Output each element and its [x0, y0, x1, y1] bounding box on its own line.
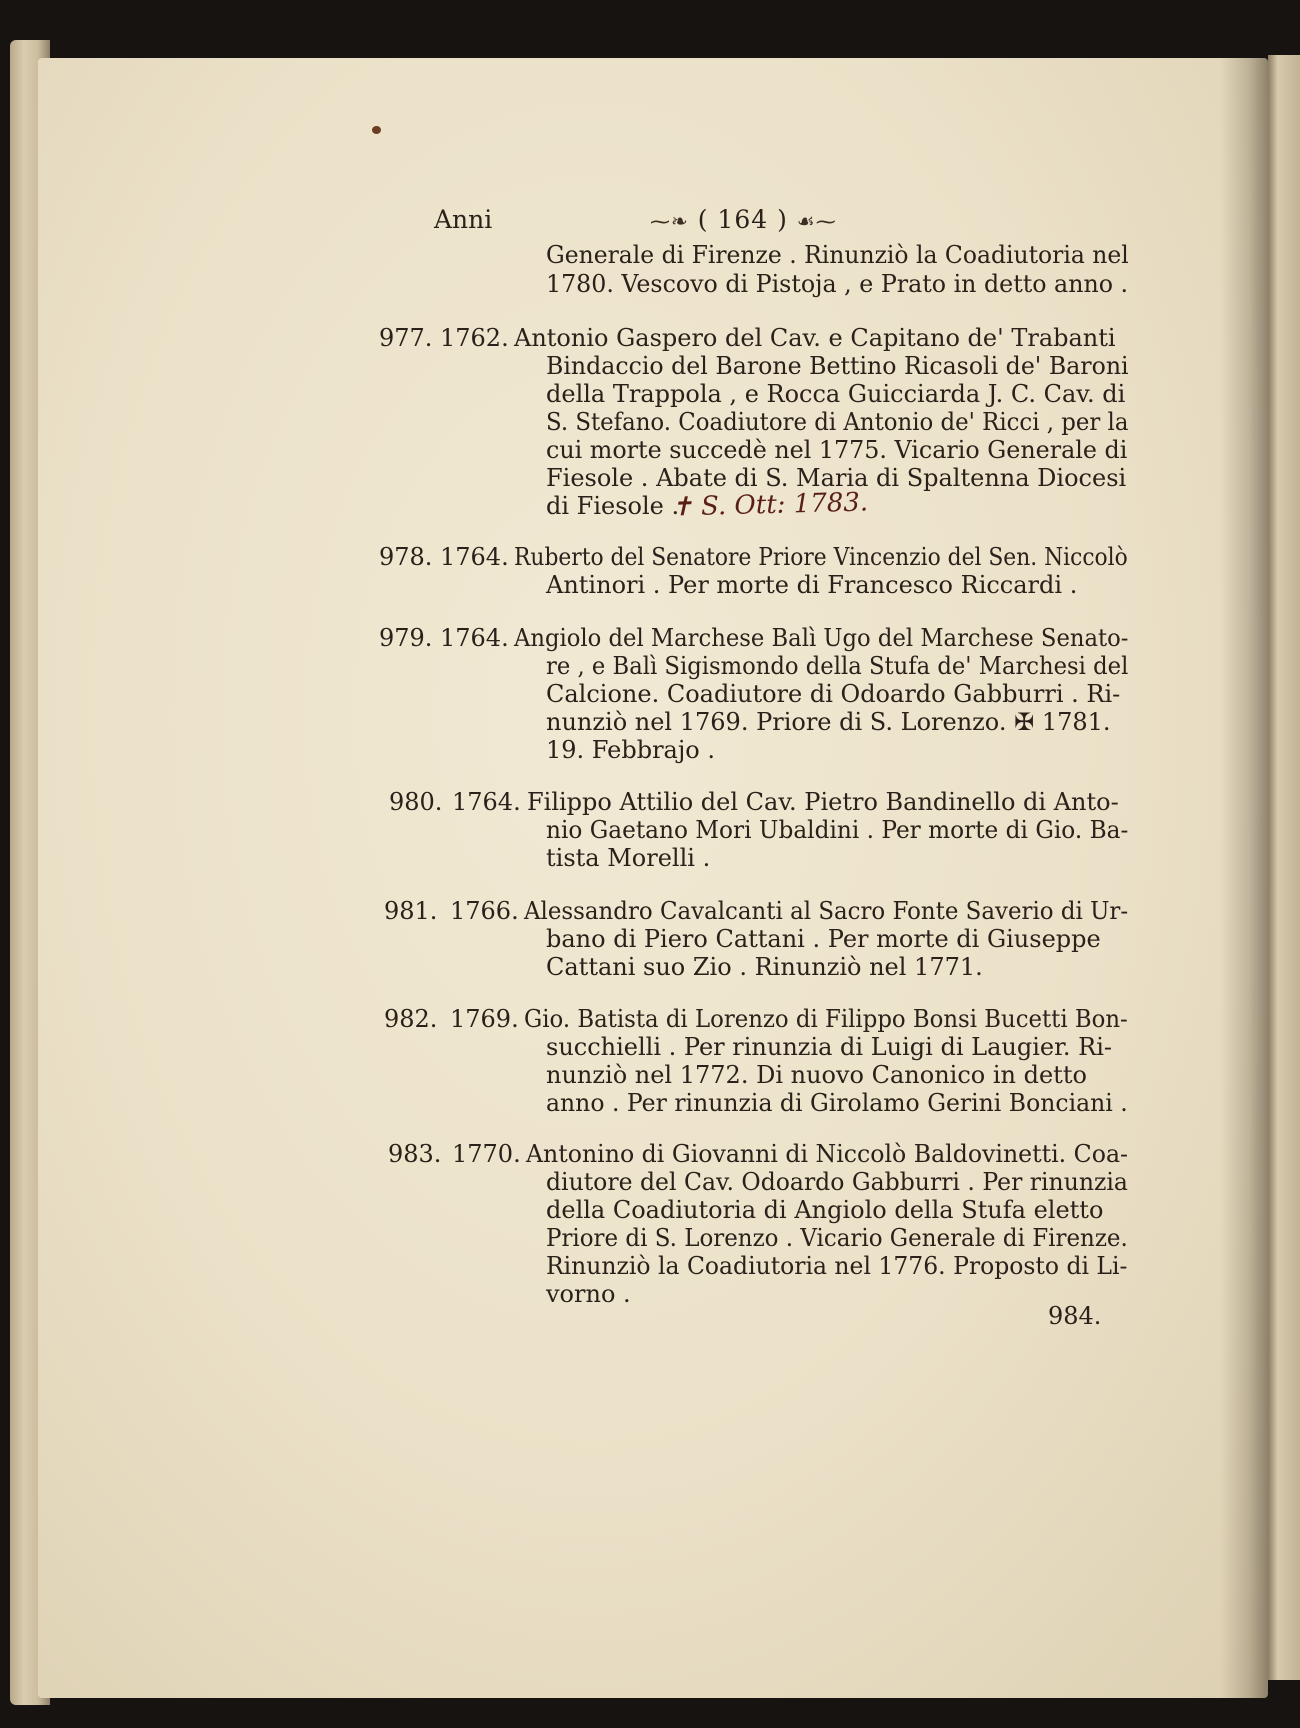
entry-year: 1762.	[440, 324, 509, 352]
entry-number: 978.	[379, 543, 433, 571]
entry-number: 980.	[389, 788, 443, 816]
entry-number: 983.	[388, 1140, 442, 1168]
entry-line: Antinori . Per morte di Francesco Riccardi .	[546, 571, 1078, 599]
entry-line: nunziò nel 1772. Di nuovo Canonico in detto	[546, 1061, 1087, 1089]
entry-number: 981.	[384, 897, 438, 925]
entry-line: diutore del Cav. Odoardo Gabburri . Per rinunzia	[546, 1168, 1128, 1196]
entry-line: Gio. Batista di Lorenzo di Filippo Bonsi Bucetti Bon-	[524, 1005, 1128, 1033]
entry-line: di Fiesole .	[546, 492, 680, 520]
continuation-line: 1780. Vescovo di Pistoja , e Prato in detto anno .	[546, 270, 1129, 298]
entry-line: Calcione. Coadiutore di Odoardo Gabburri . Ri-	[546, 680, 1121, 708]
column-label: Anni	[434, 205, 493, 234]
entry-line: nunziò nel 1769. Priore di S. Lorenzo. ✠ 1781.	[546, 708, 1111, 736]
entry-year: 1770.	[452, 1140, 521, 1168]
entry-line: Ruberto del Senatore Priore Vincenzio del Sen. Niccolò	[514, 543, 1128, 571]
entry-line: Cattani suo Zio . Rinunziò nel 1771.	[546, 953, 983, 981]
entry-year: 1764.	[440, 543, 509, 571]
entry-number: 979.	[379, 624, 433, 652]
handwritten-annotation: ✝ S. Ott: 1783.	[670, 487, 869, 523]
entry-line: Filippo Attilio del Cav. Pietro Bandinello di Anto-	[527, 788, 1119, 816]
catchword: 984.	[1048, 1302, 1102, 1330]
entry-line: Antonio Gaspero del Cav. e Capitano de' Trabanti	[514, 324, 1116, 352]
entry-line: Antonino di Giovanni di Niccolò Baldovinetti. Coa-	[526, 1140, 1129, 1168]
entry-line: bano di Piero Cattani . Per morte di Giuseppe	[546, 925, 1101, 953]
entry-number: 982.	[384, 1005, 438, 1033]
entry-line: nio Gaetano Mori Ubaldini . Per morte di Gio. Ba-	[546, 816, 1129, 844]
entry-line: vorno .	[546, 1280, 631, 1308]
entry-line: Priore di S. Lorenzo . Vicario Generale di Firenze.	[546, 1224, 1128, 1252]
entry-line: della Coadiutoria di Angiolo della Stufa eletto	[546, 1196, 1104, 1224]
continuation-line: Generale di Firenze . Rinunziò la Coadiutoria nel	[546, 241, 1129, 269]
entry-year: 1764.	[440, 624, 509, 652]
entry-line: Alessandro Cavalcanti al Sacro Fonte Saverio di Ur-	[524, 897, 1129, 925]
entry-line: Bindaccio del Barone Bettino Ricasoli de' Baroni	[546, 352, 1129, 380]
entry-line: della Trappola , e Rocca Guicciarda J. C. Cav. di	[546, 380, 1126, 408]
entry-line: anno . Per rinunzia di Girolamo Gerini Bonciani .	[546, 1089, 1128, 1117]
entry-line: succhielli . Per rinunzia di Luigi di Laugier. Ri-	[546, 1033, 1113, 1061]
entry-line: Rinunziò la Coadiutoria nel 1776. Proposto di Li-	[546, 1252, 1128, 1280]
entry-line: 19. Febbrajo .	[546, 736, 715, 764]
entry-year: 1766.	[450, 897, 519, 925]
ornament-right-icon: ☙⁓	[796, 209, 837, 233]
entry-number: 977.	[379, 324, 433, 352]
entry-line: cui morte succedè nel 1775. Vicario Generale di	[546, 436, 1128, 464]
entry-line: Fiesole . Abate di S. Maria di Spaltenna Diocesi	[546, 464, 1127, 492]
entry-line: re , e Balì Sigismondo della Stufa de' Marchesi del	[546, 652, 1129, 680]
page-number: ( 164 )	[697, 205, 788, 234]
entry-year: 1769.	[450, 1005, 519, 1033]
ornament-left-icon: ⁓❧	[650, 209, 689, 233]
entry-line: Angiolo del Marchese Balì Ugo del Marchese Senato-	[514, 624, 1129, 652]
entry-year: 1764.	[452, 788, 521, 816]
entry-line: tista Morelli .	[546, 844, 711, 872]
entry-line: S. Stefano. Coadiutore di Antonio de' Ricci , per la	[546, 408, 1129, 436]
